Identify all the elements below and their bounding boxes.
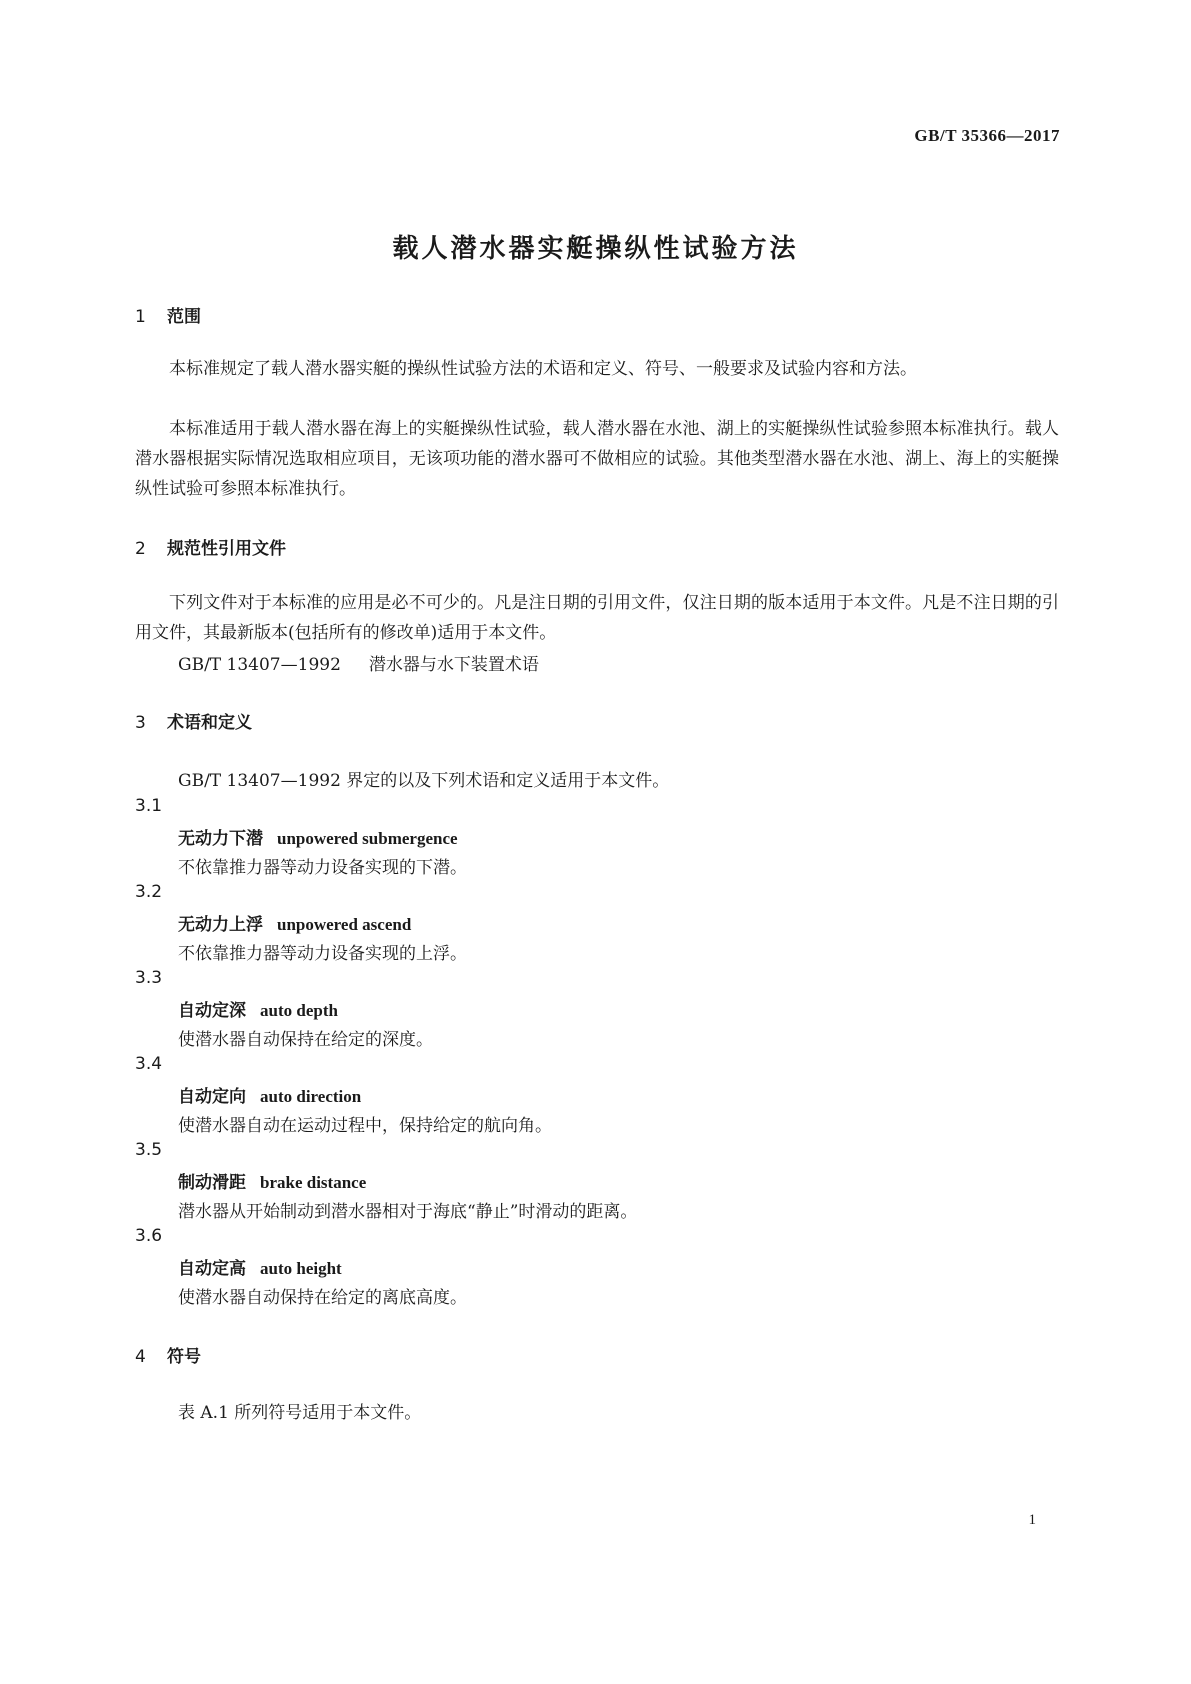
term-definition: 使潜水器自动保持在给定的离底高度。 bbox=[178, 1288, 467, 1308]
section-1-paragraph-1: 本标准规定了载人潜水器实艇的操纵性试验方法的术语和定义、符号、一般要求及试验内容和方法。 bbox=[169, 359, 917, 379]
term-number: 3.4 bbox=[135, 1054, 163, 1074]
term-number: 3.5 bbox=[135, 1140, 163, 1160]
section-number: 2 bbox=[135, 539, 146, 559]
section-4-intro: 表 A.1 所列符号适用于本文件。 bbox=[178, 1403, 422, 1423]
term-number: 3.3 bbox=[135, 968, 163, 988]
term-definition: 不依靠推力器等动力设备实现的上浮。 bbox=[178, 944, 467, 964]
term-en: unpowered ascend bbox=[277, 915, 412, 934]
term-name bbox=[178, 1254, 342, 1279]
term-en: unpowered submergence bbox=[277, 829, 458, 848]
term-name bbox=[178, 910, 411, 935]
section-title: 范围 bbox=[167, 307, 201, 327]
term-zh: 无动力下潜 bbox=[178, 829, 263, 849]
term-zh: 自动定向 bbox=[178, 1087, 246, 1107]
reference-entry bbox=[178, 650, 539, 675]
section-4-heading bbox=[135, 1342, 201, 1367]
section-title: 符号 bbox=[167, 1347, 201, 1367]
reference-name: 潜水器与水下装置术语 bbox=[368, 655, 539, 675]
term-name bbox=[178, 1168, 366, 1193]
section-title: 术语和定义 bbox=[167, 713, 252, 733]
term-definition: 使潜水器自动在运动过程中，保持给定的航向角。 bbox=[178, 1116, 552, 1136]
section-number: 3 bbox=[135, 713, 146, 733]
term-en: brake distance bbox=[260, 1173, 367, 1192]
section-3-intro: GB/T 13407—1992 界定的以及下列术语和定义适用于本文件。 bbox=[178, 771, 670, 791]
section-number: 1 bbox=[135, 307, 146, 327]
term-definition: 潜水器从开始制动到潜水器相对于海底“静止”时滑动的距离。 bbox=[178, 1202, 638, 1222]
document-title: 载人潜水器实艇操纵性试验方法 bbox=[392, 234, 799, 264]
term-zh: 无动力上浮 bbox=[178, 915, 263, 935]
term-number: 3.1 bbox=[135, 796, 163, 816]
term-name bbox=[178, 824, 458, 849]
section-number: 4 bbox=[135, 1347, 146, 1367]
term-en: auto height bbox=[260, 1259, 342, 1278]
page-number: 1 bbox=[1028, 1512, 1036, 1528]
term-en: auto direction bbox=[260, 1087, 362, 1106]
section-2-paragraph-1: 下列文件对于本标准的应用是必不可少的。凡是注日期的引用文件，仅注日期的版本适用于本文件。凡是不注日期的引用文件，其最新版本(包括所有的修改单)适用于本文件。 bbox=[135, 593, 1059, 643]
section-1-heading bbox=[135, 302, 201, 327]
term-number: 3.2 bbox=[135, 882, 163, 902]
section-3-heading bbox=[135, 708, 252, 733]
term-definition: 使潜水器自动保持在给定的深度。 bbox=[178, 1030, 433, 1050]
section-1-paragraph-2: 本标准适用于载人潜水器在海上的实艇操纵性试验，载人潜水器在水池、湖上的实艇操纵性试验参照本标准执行。载人潜水器根据实际情况选取相应项目，无该项功能的潜水器可不做相应的试验。其他类型潜水器在水池、湖上、海上的实艇操纵性试验可参照本标准执行。 bbox=[135, 419, 1059, 499]
standard-code: GB/T 35366—2017 bbox=[914, 126, 1060, 145]
term-zh: 自动定高 bbox=[178, 1259, 246, 1279]
term-name bbox=[178, 996, 338, 1021]
section-2-heading bbox=[135, 534, 286, 559]
reference-code: GB/T 13407—1992 bbox=[178, 655, 341, 675]
term-name bbox=[178, 1082, 361, 1107]
term-definition: 不依靠推力器等动力设备实现的下潜。 bbox=[178, 858, 467, 878]
term-number: 3.6 bbox=[135, 1226, 163, 1246]
term-zh: 自动定深 bbox=[178, 1001, 246, 1021]
term-en: auto depth bbox=[260, 1001, 338, 1020]
section-title: 规范性引用文件 bbox=[167, 539, 286, 559]
term-zh: 制动滑距 bbox=[178, 1173, 246, 1193]
